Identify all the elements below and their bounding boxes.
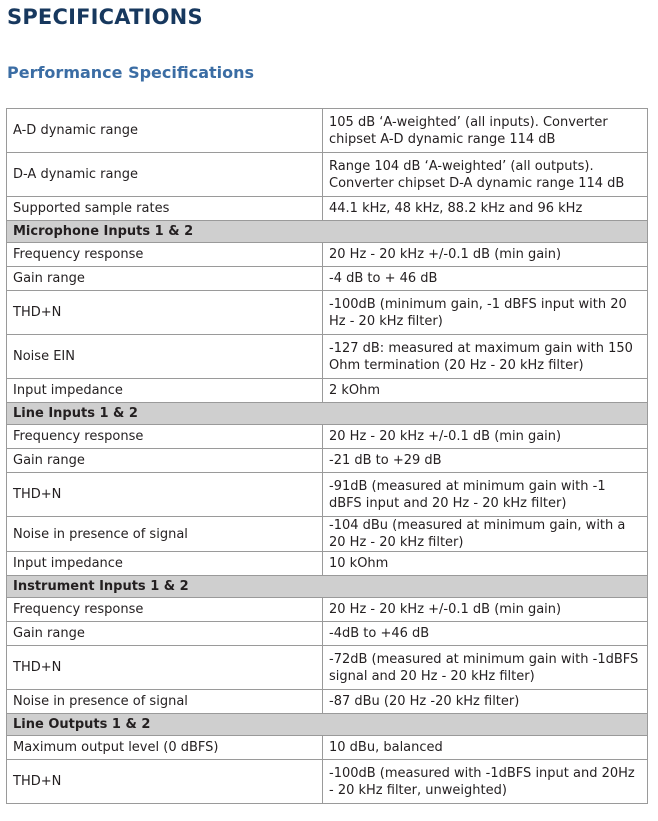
param-cell: Frequency response [7, 243, 323, 267]
param-cell: Frequency response [7, 425, 323, 449]
param-cell: Supported sample rates [7, 197, 323, 221]
group-header: Line Inputs 1 & 2 [7, 403, 648, 425]
table-row [7, 243, 648, 267]
value-cell: -87 dBu (20 Hz -20 kHz filter) [323, 690, 648, 714]
value-cell: 20 Hz - 20 kHz +/-0.1 dB (min gain) [323, 425, 648, 449]
param-cell: Maximum output level (0 dBFS) [7, 736, 323, 760]
table-row [7, 425, 648, 449]
value-cell: -100dB (minimum gain, -1 dBFS input with 20 Hz - 20 kHz filter) [323, 291, 648, 335]
param-cell: THD+N [7, 473, 323, 517]
group-header-row [7, 576, 648, 598]
table-row [7, 197, 648, 221]
param-cell: Input impedance [7, 552, 323, 576]
param-cell: THD+N [7, 291, 323, 335]
value-cell: -104 dBu (measured at minimum gain, with a 20 Hz - 20 kHz filter) [323, 517, 648, 552]
table-row [7, 760, 648, 804]
page-title: SPECIFICATIONS [7, 5, 203, 29]
param-cell: D-A dynamic range [7, 153, 323, 197]
group-header-row [7, 221, 648, 243]
value-cell: -72dB (measured at minimum gain with -1dBFS signal and 20 Hz - 20 kHz filter) [323, 646, 648, 690]
value-cell: 20 Hz - 20 kHz +/-0.1 dB (min gain) [323, 243, 648, 267]
group-header: Instrument Inputs 1 & 2 [7, 576, 648, 598]
value-cell: 2 kOhm [323, 379, 648, 403]
group-header-row [7, 714, 648, 736]
table-row [7, 335, 648, 379]
group-header: Line Outputs 1 & 2 [7, 714, 648, 736]
table-row [7, 622, 648, 646]
value-cell: 20 Hz - 20 kHz +/-0.1 dB (min gain) [323, 598, 648, 622]
table-row [7, 267, 648, 291]
param-cell: Noise in presence of signal [7, 517, 323, 552]
table-row [7, 473, 648, 517]
param-cell: Noise EIN [7, 335, 323, 379]
param-cell: Input impedance [7, 379, 323, 403]
table-row [7, 552, 648, 576]
table-row [7, 109, 648, 153]
param-cell: Gain range [7, 622, 323, 646]
value-cell: 105 dB ‘A-weighted’ (all inputs). Converter chipset A-D dynamic range 114 dB [323, 109, 648, 153]
param-cell: Gain range [7, 267, 323, 291]
table-row [7, 646, 648, 690]
table-row [7, 690, 648, 714]
group-header: Microphone Inputs 1 & 2 [7, 221, 648, 243]
value-cell: -100dB (measured with -1dBFS input and 20Hz - 20 kHz filter, unweighted) [323, 760, 648, 804]
table-row [7, 153, 648, 197]
value-cell: Range 104 dB ‘A-weighted’ (all outputs). Converter chipset D-A dynamic range 114 dB [323, 153, 648, 197]
value-cell: 10 dBu, balanced [323, 736, 648, 760]
value-cell: -4dB to +46 dB [323, 622, 648, 646]
param-cell: Frequency response [7, 598, 323, 622]
table-row [7, 517, 648, 552]
performance-spec-table [6, 108, 648, 804]
value-cell: -127 dB: measured at maximum gain with 150 Ohm termination (20 Hz - 20 kHz filter) [323, 335, 648, 379]
param-cell: Noise in presence of signal [7, 690, 323, 714]
param-cell: Gain range [7, 449, 323, 473]
param-cell: THD+N [7, 646, 323, 690]
value-cell: -4 dB to + 46 dB [323, 267, 648, 291]
value-cell: -21 dB to +29 dB [323, 449, 648, 473]
table-row [7, 449, 648, 473]
table-row [7, 736, 648, 760]
value-cell: -91dB (measured at minimum gain with -1 dBFS input and 20 Hz - 20 kHz filter) [323, 473, 648, 517]
param-cell: THD+N [7, 760, 323, 804]
table-row [7, 598, 648, 622]
param-cell: A-D dynamic range [7, 109, 323, 153]
value-cell: 44.1 kHz, 48 kHz, 88.2 kHz and 96 kHz [323, 197, 648, 221]
section-title: Performance Specifications [7, 63, 255, 82]
group-header-row [7, 403, 648, 425]
value-cell: 10 kOhm [323, 552, 648, 576]
table-row [7, 379, 648, 403]
table-row [7, 291, 648, 335]
